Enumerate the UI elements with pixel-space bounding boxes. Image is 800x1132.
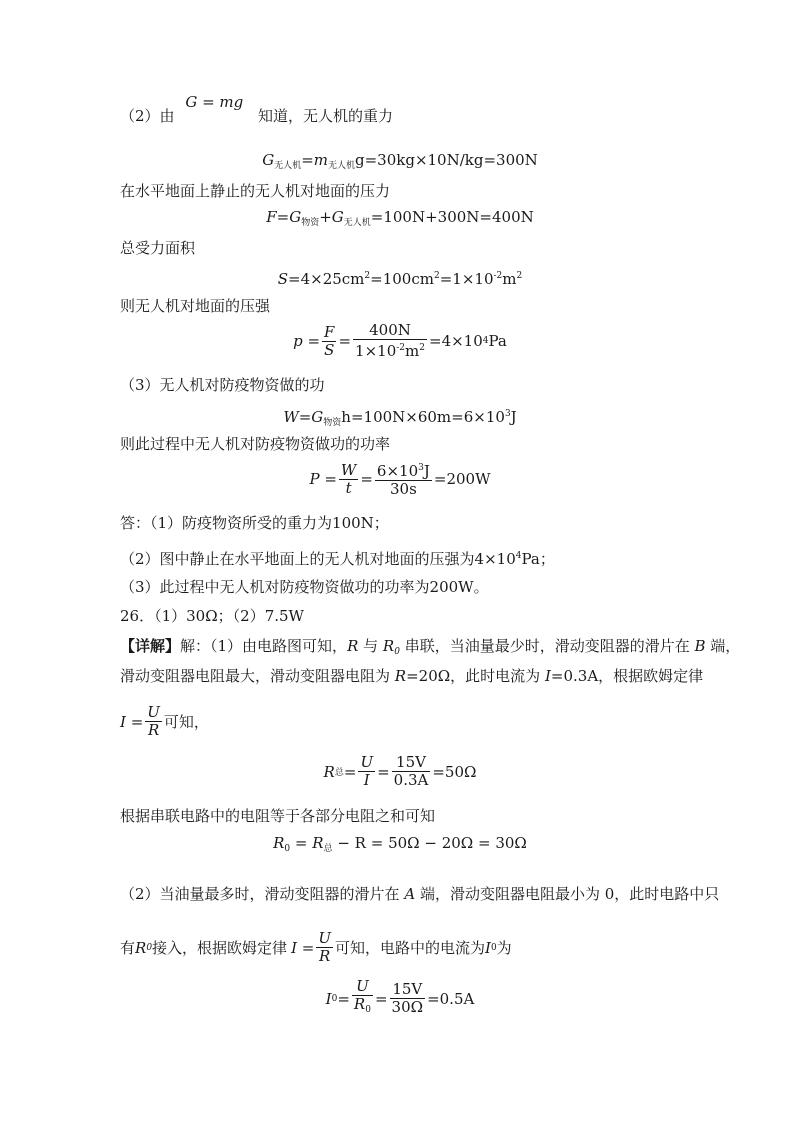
answer-text: （2）图中静止在水平地面上的无人机对地面的压强为4×10 (120, 550, 516, 568)
paragraph-area: 总受力面积 (120, 239, 196, 257)
detail-text: 为 (496, 939, 512, 957)
fraction-w-over-t (339, 462, 358, 497)
eq-subscript: 0 (365, 1005, 371, 1015)
detail-text: 端，滑动变阻器电阻最小为 0，此时电路中只 (415, 885, 720, 903)
fraction-numerator (375, 460, 432, 480)
den-part: m (405, 342, 420, 360)
den-part: 1×10 (355, 342, 397, 360)
eq-symbol: P = (309, 470, 337, 488)
eq-superscript: 3 (418, 463, 424, 473)
eq-symbol: F=G (266, 208, 302, 226)
section3-work: （3）无人机对防疫物资做的功 (120, 376, 325, 394)
eq-symbol: R (273, 834, 285, 852)
fraction-numerator: F (324, 322, 335, 341)
fraction-numerator: U (147, 703, 160, 721)
eq-superscript: -2 (396, 343, 406, 353)
eq-symbol: I = (120, 712, 144, 731)
fraction-denominator: I (358, 771, 375, 789)
fraction-u-over-r (145, 704, 162, 739)
detail-text: 串联，当油量最少时，滑动变阻器的滑片在 (399, 637, 695, 655)
eq-superscript: 4 (482, 336, 489, 346)
equation-i0 (0, 978, 800, 1019)
eq-sign: = (343, 762, 357, 781)
eq-subscript: 无人机 (327, 161, 355, 171)
question-26-answer: 26．（1）30Ω；（2）7.5W (120, 607, 304, 625)
eq-subscript: 总 (334, 768, 344, 778)
equation-r0 (0, 833, 800, 859)
detail-text: 可知， (163, 713, 209, 731)
fraction-numerator: 15V (396, 753, 426, 771)
eq-value: m (502, 270, 517, 288)
eq-superscript: 2 (433, 271, 440, 281)
eq-value: =50Ω (432, 762, 477, 781)
detail-text: 滑动变阻器电阻最大，滑动变阻器电阻为 (120, 667, 395, 685)
formula-g-mg: G = mg (185, 93, 244, 111)
paragraph-pressure-force: 在水平地面上静止的无人机对地面的压力 (120, 182, 391, 200)
eq-symbol: S (277, 270, 289, 288)
fraction-denominator: R (145, 721, 162, 739)
fraction-f-over-s (322, 324, 336, 359)
detail-text: 有 (120, 939, 136, 957)
detail-line-1 (120, 636, 740, 662)
equation-force (0, 207, 800, 233)
eq-sign: = (338, 332, 352, 350)
eq-symbol: = R (290, 834, 324, 852)
eq-symbol: I (325, 989, 332, 1008)
eq-symbol: R (382, 637, 395, 655)
fraction-denominator (352, 995, 373, 1019)
ohm-law-line (120, 704, 209, 739)
answer-3: （3）此过程中无人机对防疫物资做功的功率为200W。 (120, 578, 489, 596)
detail-text: 解：（1）由电路图可知， (180, 637, 348, 655)
eq-symbol: R (135, 938, 147, 957)
eq-value: h=100N×60m=6×10 (341, 408, 505, 426)
fraction-numerator: W (340, 460, 357, 479)
eq-symbol: =m (301, 151, 328, 169)
fraction-i0-value (390, 981, 426, 1016)
eq-superscript: 4 (515, 551, 522, 561)
eq-superscript: -2 (493, 271, 503, 281)
eq-subscript: 物资 (323, 418, 342, 428)
eq-sign: = (360, 470, 373, 488)
eq-symbol: R (353, 995, 366, 1013)
eq-subscript: 0 (146, 942, 153, 953)
fraction-numerator: U (318, 929, 331, 947)
answer-text: Pa； (521, 550, 555, 568)
equation-pressure (0, 322, 800, 360)
detail-text: =20Ω，此时电流为 (406, 667, 545, 685)
section2-oil-max-line2 (120, 930, 512, 965)
answer-1: 答：（1）防疫物资所受的重力为100N； (120, 514, 389, 532)
eq-sign: = (374, 989, 388, 1008)
eq-value: =1×10 (439, 270, 494, 288)
fraction-numerator: U (360, 753, 374, 771)
eq-subscript: 物资 (301, 218, 320, 228)
eq-subscript: 0 (331, 993, 338, 1004)
eq-symbol: R (347, 637, 359, 655)
eq-value: =0.5A (427, 989, 475, 1008)
fraction-denominator: 30Ω (391, 998, 424, 1016)
fraction-power-value (375, 460, 432, 498)
paragraph-series: 根据串联电路中的电阻等于各部分电阻之和可知 (120, 807, 436, 825)
eq-subscript: 总 (323, 844, 333, 854)
equation-power (0, 460, 800, 498)
fraction-numerator: 400N (369, 321, 411, 339)
intro-suffix: 知道，无人机的重力 (258, 107, 394, 125)
fraction-denominator: 30s (375, 480, 432, 498)
eq-symbol: R (394, 667, 407, 685)
eq-symbol: G (262, 151, 275, 169)
detail-line-2 (120, 666, 703, 686)
detail-text: 可知，电路中的电流为 (334, 939, 485, 957)
answer-2 (120, 546, 555, 569)
section2-intro (120, 93, 394, 126)
eq-value: Pa (488, 332, 507, 350)
eq-symbol: I (485, 938, 491, 957)
detail-text: =0.3A，根据欧姆定律 (550, 667, 704, 685)
equation-gravity (0, 150, 800, 176)
fraction-denominator: 0.3A (393, 771, 429, 789)
eq-value: J (510, 408, 517, 426)
eq-value: =200W (433, 470, 491, 488)
fraction-numerator: U (356, 977, 369, 995)
equation-area (0, 266, 800, 289)
eq-symbol: I = (291, 938, 315, 957)
detail-tag: 【详解】 (120, 637, 181, 655)
eq-value: =4×25cm (288, 270, 365, 288)
fraction-denominator: t (339, 479, 358, 497)
intro-prefix: （2）由 (120, 107, 175, 125)
eq-value: − R = 50Ω − 20Ω = 30Ω (332, 834, 527, 852)
eq-subscript: 0 (490, 942, 497, 953)
eq-superscript: 3 (504, 409, 511, 419)
fraction-u-over-r (316, 930, 333, 965)
eq-value: =100N+300N=400N (370, 208, 534, 226)
fraction-u-over-i (358, 754, 375, 789)
equation-work (0, 404, 800, 433)
fraction-u-over-r0 (352, 978, 373, 1019)
eq-symbol: A (404, 885, 416, 903)
fraction-denominator (353, 339, 427, 360)
eq-sign: = (377, 762, 390, 781)
fraction-pressure-value (353, 322, 427, 360)
section2-oil-max (120, 884, 719, 904)
eq-superscript: 2 (364, 271, 371, 281)
fraction-r-total-value (392, 754, 431, 789)
detail-text: 与 (358, 637, 383, 655)
num-part: 6×10 (376, 462, 419, 480)
eq-value: =100cm (370, 270, 434, 288)
paragraph-pressure: 则无人机对地面的压强 (120, 297, 271, 315)
eq-symbol: +G (319, 208, 344, 226)
eq-value: g=30kg×10N/kg=300N (355, 151, 538, 169)
detail-text: （2）当油量最多时，滑动变阻器的滑片在 (120, 885, 405, 903)
eq-subscript: 0 (394, 647, 400, 657)
eq-symbol: R (323, 762, 335, 781)
fraction-denominator: S (322, 341, 336, 359)
eq-symbol: p = (293, 332, 321, 350)
num-part: J (423, 462, 430, 480)
paragraph-power: 则此过程中无人机对防疫物资做功的功率 (120, 435, 391, 453)
fraction-denominator: R (316, 947, 333, 965)
fraction-numerator: 15V (392, 980, 423, 998)
eq-symbol: I (544, 667, 551, 685)
eq-subscript: 无人机 (343, 218, 371, 228)
detail-text: 接入，根据欧姆定律 (152, 939, 288, 957)
equation-r-total (0, 754, 800, 789)
eq-superscript: 2 (419, 343, 425, 353)
eq-superscript: 2 (516, 271, 523, 281)
eq-symbol: B (694, 637, 706, 655)
eq-subscript: 0 (284, 844, 291, 854)
eq-subscript: 无人机 (274, 161, 302, 171)
detail-text: 端， (705, 637, 741, 655)
eq-value: =4×10 (429, 332, 483, 350)
eq-symbol: W=G (283, 408, 324, 426)
eq-sign: = (337, 989, 350, 1008)
